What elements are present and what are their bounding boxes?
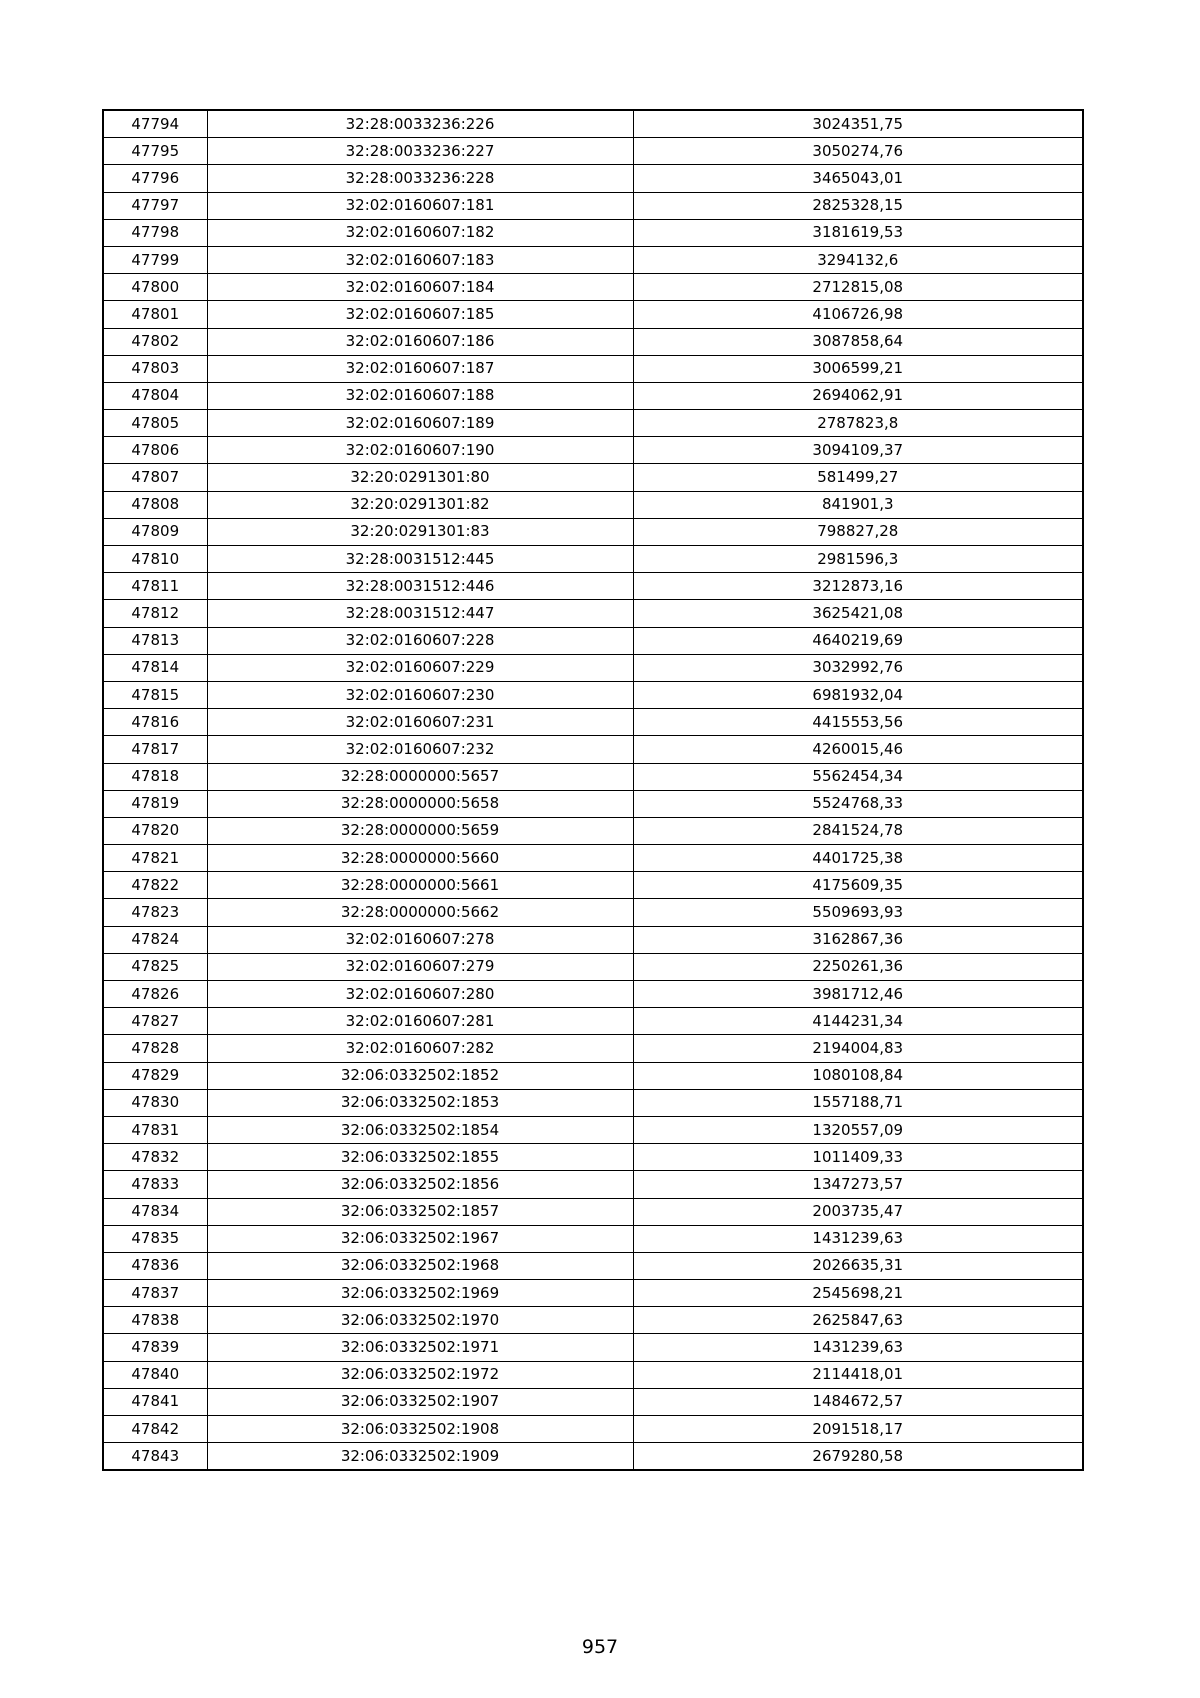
cadastral-number-cell: 32:06:0332502:1909 xyxy=(207,1443,633,1471)
table-row xyxy=(103,165,1083,192)
cadastral-number-cell: 32:02:0160607:280 xyxy=(207,981,633,1008)
row-number-cell: 47832 xyxy=(103,1144,207,1171)
row-number-cell: 47814 xyxy=(103,654,207,681)
table-row xyxy=(103,790,1083,817)
cadastral-number-cell: 32:02:0160607:186 xyxy=(207,328,633,355)
value-cell: 4415553,56 xyxy=(633,709,1083,736)
cadastral-number-cell: 32:06:0332502:1971 xyxy=(207,1334,633,1361)
cadastral-number-cell: 32:28:0000000:5659 xyxy=(207,817,633,844)
cadastral-number-cell: 32:06:0332502:1908 xyxy=(207,1416,633,1443)
row-number-cell: 47800 xyxy=(103,274,207,301)
value-cell: 4640219,69 xyxy=(633,627,1083,654)
table-row xyxy=(103,573,1083,600)
value-cell: 4106726,98 xyxy=(633,301,1083,328)
row-number-cell: 47796 xyxy=(103,165,207,192)
value-cell: 3465043,01 xyxy=(633,165,1083,192)
table-row xyxy=(103,899,1083,926)
cadastral-number-cell: 32:02:0160607:188 xyxy=(207,382,633,409)
value-cell: 5524768,33 xyxy=(633,790,1083,817)
table-row xyxy=(103,301,1083,328)
cadastral-number-cell: 32:02:0160607:184 xyxy=(207,274,633,301)
table-row xyxy=(103,1416,1083,1443)
cadastral-number-cell: 32:02:0160607:185 xyxy=(207,301,633,328)
row-number-cell: 47817 xyxy=(103,736,207,763)
value-cell: 5562454,34 xyxy=(633,763,1083,790)
value-cell: 2625847,63 xyxy=(633,1307,1083,1334)
cadastral-number-cell: 32:06:0332502:1972 xyxy=(207,1361,633,1388)
table-row xyxy=(103,410,1083,437)
row-number-cell: 47804 xyxy=(103,382,207,409)
row-number-cell: 47826 xyxy=(103,981,207,1008)
table-row xyxy=(103,1116,1083,1143)
row-number-cell: 47830 xyxy=(103,1089,207,1116)
table-row xyxy=(103,736,1083,763)
table-row xyxy=(103,1144,1083,1171)
table-row xyxy=(103,1198,1083,1225)
cadastral-number-cell: 32:02:0160607:190 xyxy=(207,437,633,464)
row-number-cell: 47810 xyxy=(103,546,207,573)
row-number-cell: 47802 xyxy=(103,328,207,355)
row-number-cell: 47795 xyxy=(103,138,207,165)
value-cell: 3162867,36 xyxy=(633,926,1083,953)
cadastral-number-cell: 32:02:0160607:281 xyxy=(207,1008,633,1035)
cadastral-number-cell: 32:02:0160607:232 xyxy=(207,736,633,763)
table-row xyxy=(103,627,1083,654)
table-row xyxy=(103,654,1083,681)
row-number-cell: 47837 xyxy=(103,1280,207,1307)
table-row xyxy=(103,219,1083,246)
row-number-cell: 47808 xyxy=(103,491,207,518)
row-number-cell: 47834 xyxy=(103,1198,207,1225)
table-row xyxy=(103,1008,1083,1035)
row-number-cell: 47824 xyxy=(103,926,207,953)
cadastral-number-cell: 32:28:0000000:5662 xyxy=(207,899,633,926)
row-number-cell: 47838 xyxy=(103,1307,207,1334)
row-number-cell: 47843 xyxy=(103,1443,207,1471)
value-cell: 2114418,01 xyxy=(633,1361,1083,1388)
table-row xyxy=(103,246,1083,273)
table-row xyxy=(103,192,1083,219)
table-row xyxy=(103,926,1083,953)
value-cell: 1431239,63 xyxy=(633,1334,1083,1361)
page-number: 957 xyxy=(581,1636,619,1658)
table-row xyxy=(103,518,1083,545)
value-cell: 2841524,78 xyxy=(633,817,1083,844)
row-number-cell: 47803 xyxy=(103,355,207,382)
table-row xyxy=(103,872,1083,899)
value-cell: 3006599,21 xyxy=(633,355,1083,382)
value-cell: 1320557,09 xyxy=(633,1116,1083,1143)
row-number-cell: 47836 xyxy=(103,1252,207,1279)
cadastral-number-cell: 32:20:0291301:82 xyxy=(207,491,633,518)
value-cell: 1431239,63 xyxy=(633,1225,1083,1252)
table-row xyxy=(103,274,1083,301)
row-number-cell: 47833 xyxy=(103,1171,207,1198)
row-number-cell: 47823 xyxy=(103,899,207,926)
row-number-cell: 47797 xyxy=(103,192,207,219)
value-cell: 4144231,34 xyxy=(633,1008,1083,1035)
cadastral-number-cell: 32:20:0291301:80 xyxy=(207,464,633,491)
table-row xyxy=(103,845,1083,872)
table-row xyxy=(103,355,1083,382)
value-cell: 2194004,83 xyxy=(633,1035,1083,1062)
row-number-cell: 47807 xyxy=(103,464,207,491)
cadastral-number-cell: 32:06:0332502:1970 xyxy=(207,1307,633,1334)
table-row xyxy=(103,709,1083,736)
table-row xyxy=(103,437,1083,464)
cadastral-number-cell: 32:28:0033236:227 xyxy=(207,138,633,165)
row-number-cell: 47799 xyxy=(103,246,207,273)
value-cell: 2825328,15 xyxy=(633,192,1083,219)
value-cell: 3181619,53 xyxy=(633,219,1083,246)
cadastral-number-cell: 32:28:0031512:445 xyxy=(207,546,633,573)
row-number-cell: 47801 xyxy=(103,301,207,328)
row-number-cell: 47840 xyxy=(103,1361,207,1388)
cadastral-number-cell: 32:02:0160607:181 xyxy=(207,192,633,219)
row-number-cell: 47819 xyxy=(103,790,207,817)
cadastral-number-cell: 32:02:0160607:279 xyxy=(207,953,633,980)
row-number-cell: 47811 xyxy=(103,573,207,600)
row-number-cell: 47805 xyxy=(103,410,207,437)
value-cell: 2694062,91 xyxy=(633,382,1083,409)
cadastral-number-cell: 32:28:0031512:447 xyxy=(207,600,633,627)
value-cell: 2679280,58 xyxy=(633,1443,1083,1471)
table-row xyxy=(103,763,1083,790)
row-number-cell: 47813 xyxy=(103,627,207,654)
value-cell: 2545698,21 xyxy=(633,1280,1083,1307)
row-number-cell: 47828 xyxy=(103,1035,207,1062)
value-cell: 2091518,17 xyxy=(633,1416,1083,1443)
value-cell: 2026635,31 xyxy=(633,1252,1083,1279)
cadastral-number-cell: 32:02:0160607:187 xyxy=(207,355,633,382)
row-number-cell: 47835 xyxy=(103,1225,207,1252)
row-number-cell: 47812 xyxy=(103,600,207,627)
value-cell: 3032992,76 xyxy=(633,654,1083,681)
cadastral-number-cell: 32:28:0000000:5661 xyxy=(207,872,633,899)
value-cell: 6981932,04 xyxy=(633,681,1083,708)
cadastral-number-cell: 32:02:0160607:189 xyxy=(207,410,633,437)
value-cell: 581499,27 xyxy=(633,464,1083,491)
value-cell: 2981596,3 xyxy=(633,546,1083,573)
cadastral-number-cell: 32:06:0332502:1854 xyxy=(207,1116,633,1143)
cadastral-number-cell: 32:28:0000000:5660 xyxy=(207,845,633,872)
value-cell: 3625421,08 xyxy=(633,600,1083,627)
cadastral-number-cell: 32:28:0000000:5658 xyxy=(207,790,633,817)
row-number-cell: 47827 xyxy=(103,1008,207,1035)
cadastral-number-cell: 32:20:0291301:83 xyxy=(207,518,633,545)
table-body xyxy=(103,110,1083,1470)
table-row xyxy=(103,1280,1083,1307)
value-cell: 841901,3 xyxy=(633,491,1083,518)
value-cell: 3094109,37 xyxy=(633,437,1083,464)
table-row xyxy=(103,981,1083,1008)
row-number-cell: 47839 xyxy=(103,1334,207,1361)
cadastral-number-cell: 32:06:0332502:1857 xyxy=(207,1198,633,1225)
table-row xyxy=(103,1252,1083,1279)
cadastral-number-cell: 32:02:0160607:278 xyxy=(207,926,633,953)
value-cell: 3087858,64 xyxy=(633,328,1083,355)
table-row xyxy=(103,464,1083,491)
value-cell: 3212873,16 xyxy=(633,573,1083,600)
cadastral-number-cell: 32:28:0033236:226 xyxy=(207,110,633,138)
table-row xyxy=(103,953,1083,980)
cadastral-number-cell: 32:02:0160607:230 xyxy=(207,681,633,708)
value-cell: 2712815,08 xyxy=(633,274,1083,301)
value-cell: 798827,28 xyxy=(633,518,1083,545)
row-number-cell: 47822 xyxy=(103,872,207,899)
row-number-cell: 47815 xyxy=(103,681,207,708)
value-cell: 2003735,47 xyxy=(633,1198,1083,1225)
table-row xyxy=(103,681,1083,708)
cadastral-number-cell: 32:06:0332502:1856 xyxy=(207,1171,633,1198)
cadastral-number-cell: 32:28:0031512:446 xyxy=(207,573,633,600)
row-number-cell: 47829 xyxy=(103,1062,207,1089)
row-number-cell: 47841 xyxy=(103,1388,207,1415)
value-cell: 1557188,71 xyxy=(633,1089,1083,1116)
cadastral-number-cell: 32:02:0160607:231 xyxy=(207,709,633,736)
table-row xyxy=(103,1361,1083,1388)
value-cell: 1347273,57 xyxy=(633,1171,1083,1198)
table-row xyxy=(103,817,1083,844)
table-row xyxy=(103,1388,1083,1415)
cadastral-number-cell: 32:02:0160607:228 xyxy=(207,627,633,654)
value-cell: 1484672,57 xyxy=(633,1388,1083,1415)
table-row xyxy=(103,1062,1083,1089)
table-row xyxy=(103,491,1083,518)
table-row xyxy=(103,1035,1083,1062)
table-row xyxy=(103,110,1083,138)
table-row xyxy=(103,328,1083,355)
value-cell: 4175609,35 xyxy=(633,872,1083,899)
value-cell: 2787823,8 xyxy=(633,410,1083,437)
row-number-cell: 47818 xyxy=(103,763,207,790)
value-cell: 4401725,38 xyxy=(633,845,1083,872)
table-row xyxy=(103,1307,1083,1334)
cadastral-number-cell: 32:06:0332502:1853 xyxy=(207,1089,633,1116)
cadastral-number-cell: 32:06:0332502:1967 xyxy=(207,1225,633,1252)
row-number-cell: 47816 xyxy=(103,709,207,736)
row-number-cell: 47820 xyxy=(103,817,207,844)
table-row xyxy=(103,1089,1083,1116)
table-row xyxy=(103,546,1083,573)
value-cell: 3050274,76 xyxy=(633,138,1083,165)
cadastral-number-cell: 32:06:0332502:1852 xyxy=(207,1062,633,1089)
value-cell: 3294132,6 xyxy=(633,246,1083,273)
row-number-cell: 47842 xyxy=(103,1416,207,1443)
row-number-cell: 47821 xyxy=(103,845,207,872)
value-cell: 2250261,36 xyxy=(633,953,1083,980)
table-row xyxy=(103,600,1083,627)
row-number-cell: 47794 xyxy=(103,110,207,138)
cadastral-number-cell: 32:02:0160607:183 xyxy=(207,246,633,273)
value-cell: 3024351,75 xyxy=(633,110,1083,138)
value-cell: 1011409,33 xyxy=(633,1144,1083,1171)
table-row xyxy=(103,138,1083,165)
table-row xyxy=(103,382,1083,409)
value-cell: 4260015,46 xyxy=(633,736,1083,763)
value-cell: 5509693,93 xyxy=(633,899,1083,926)
cadastral-number-cell: 32:06:0332502:1855 xyxy=(207,1144,633,1171)
table-row xyxy=(103,1334,1083,1361)
cadastral-number-cell: 32:06:0332502:1907 xyxy=(207,1388,633,1415)
cadastral-number-cell: 32:02:0160607:182 xyxy=(207,219,633,246)
row-number-cell: 47809 xyxy=(103,518,207,545)
cadastral-number-cell: 32:28:0000000:5657 xyxy=(207,763,633,790)
row-number-cell: 47806 xyxy=(103,437,207,464)
row-number-cell: 47825 xyxy=(103,953,207,980)
cadastral-number-cell: 32:02:0160607:229 xyxy=(207,654,633,681)
cadastral-number-cell: 32:02:0160607:282 xyxy=(207,1035,633,1062)
data-table xyxy=(102,109,1084,1471)
table-row xyxy=(103,1443,1083,1471)
cadastral-number-cell: 32:28:0033236:228 xyxy=(207,165,633,192)
value-cell: 3981712,46 xyxy=(633,981,1083,1008)
table-row xyxy=(103,1225,1083,1252)
row-number-cell: 47831 xyxy=(103,1116,207,1143)
cadastral-number-cell: 32:06:0332502:1968 xyxy=(207,1252,633,1279)
value-cell: 1080108,84 xyxy=(633,1062,1083,1089)
cadastral-number-cell: 32:06:0332502:1969 xyxy=(207,1280,633,1307)
row-number-cell: 47798 xyxy=(103,219,207,246)
table-row xyxy=(103,1171,1083,1198)
